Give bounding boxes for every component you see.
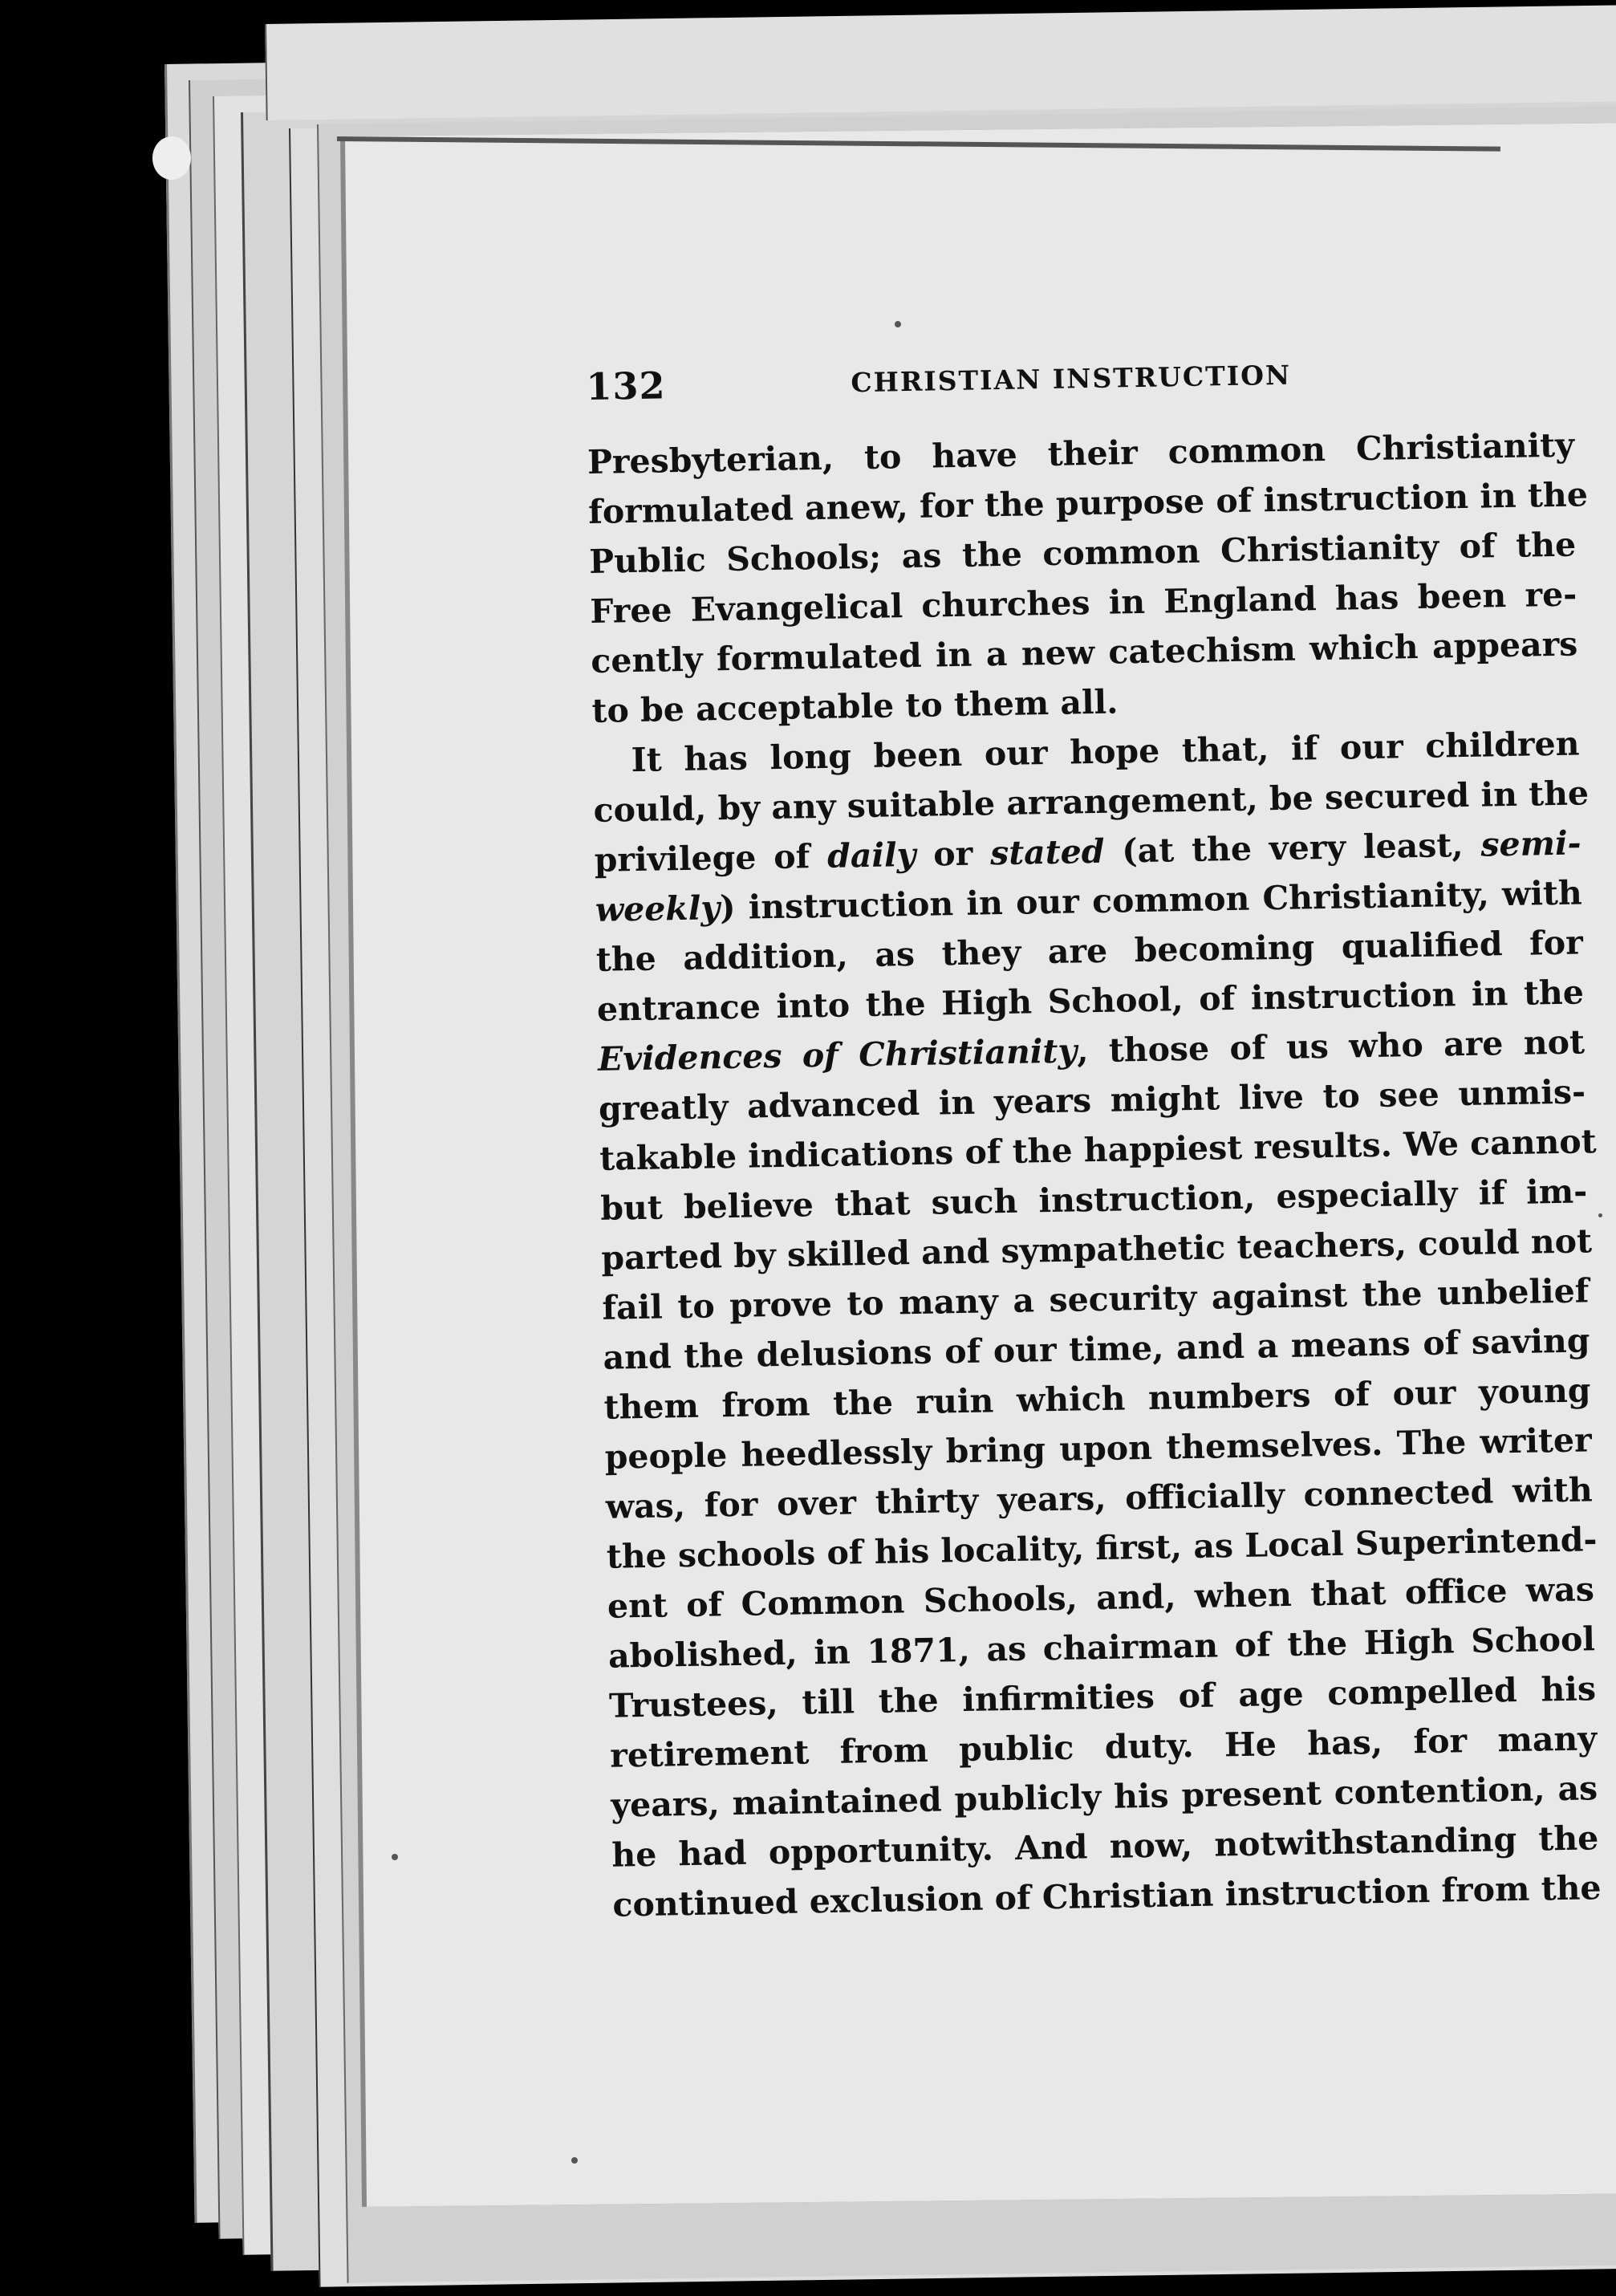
page-text — [586, 348, 1600, 1930]
text-run: or — [915, 834, 991, 874]
text-line: the schools of his locality, first, as Local Superintend- — [606, 1520, 1598, 1576]
text-line: was, for over thirty years, officially connected with — [605, 1470, 1594, 1526]
running-title: CHRISTIAN INSTRUCTION — [851, 359, 1292, 399]
italic-text: stated — [989, 831, 1105, 873]
text-line: greatly advanced in years might live to see unmis- — [598, 1072, 1586, 1128]
dust-speck — [571, 2157, 578, 2164]
text-line: Trustees, till the infirmities of age compelled his — [608, 1669, 1597, 1725]
paragraph — [592, 718, 1600, 1929]
italic-text: weekly — [595, 888, 721, 929]
text-run: (at the very least, — [1103, 825, 1481, 871]
text-line: them from the ruin which numbers of our young — [603, 1371, 1591, 1427]
text-line: cently formulated in a new catechism which appears — [591, 624, 1578, 681]
text-run: , those of us who are not — [1076, 1022, 1586, 1071]
text-line: years, maintained publicly his present contention, as — [610, 1769, 1598, 1825]
text-line: entrance into the High School, of instruction in the — [596, 973, 1585, 1029]
binding-hole — [152, 136, 191, 180]
text-line: continued exclusion of Christian instruction from the — [612, 1868, 1602, 1924]
text-line: It has long been our hope that, if our children — [631, 724, 1580, 780]
italic-text: daily — [826, 835, 916, 876]
dust-speck — [895, 321, 901, 327]
text-line: could, by any suitable arrangement, be secured in the — [593, 774, 1590, 830]
dust-speck — [1598, 1213, 1602, 1217]
page-number: 132 — [586, 364, 666, 408]
text-line: Free Evangelical churches in England has been re- — [589, 575, 1577, 631]
text-line: to be acceptable to them all. — [591, 682, 1119, 730]
italic-text: Evidences of Christianity — [597, 1031, 1078, 1079]
text-line: fail to prove to many a security against the unbelief — [602, 1271, 1590, 1327]
text-run: privilege of — [594, 836, 828, 880]
page-edge — [265, 4, 1616, 120]
paragraph-continued — [587, 421, 1589, 736]
text-run: ) instruction in our common Christianity, with — [719, 873, 1583, 928]
text-line: people heedlessly bring upon themselves. The writer — [604, 1420, 1592, 1477]
dust-speck — [392, 1854, 398, 1860]
text-line: and the delusions of our time, and a means of saving — [603, 1321, 1590, 1377]
text-line: abolished, in 1871, as chairman of the High School — [607, 1619, 1596, 1676]
text-line: Presbyterian, to have their common Christianity — [587, 425, 1575, 482]
text-line: he had opportunity. And now, notwithstanding the — [611, 1819, 1599, 1875]
italic-text: semi- — [1480, 823, 1581, 864]
text-line: formulated anew, for the purpose of instruction in the — [587, 475, 1589, 531]
text-line: parted by skilled and sympathetic teachers, could not — [601, 1221, 1593, 1278]
text-line: but believe that such instruction, especially if im- — [599, 1172, 1588, 1228]
text-line: takable indications of the happiest results. We cannot — [599, 1122, 1598, 1178]
text-line: ent of Common Schools, and, when that office was — [607, 1570, 1595, 1626]
text-line: the addition, as they are becoming qualified for — [595, 923, 1584, 979]
text-line: Public Schools; as the common Christianity of the — [588, 525, 1577, 581]
text-line: retirement from public duty. He has, for many — [609, 1719, 1598, 1775]
